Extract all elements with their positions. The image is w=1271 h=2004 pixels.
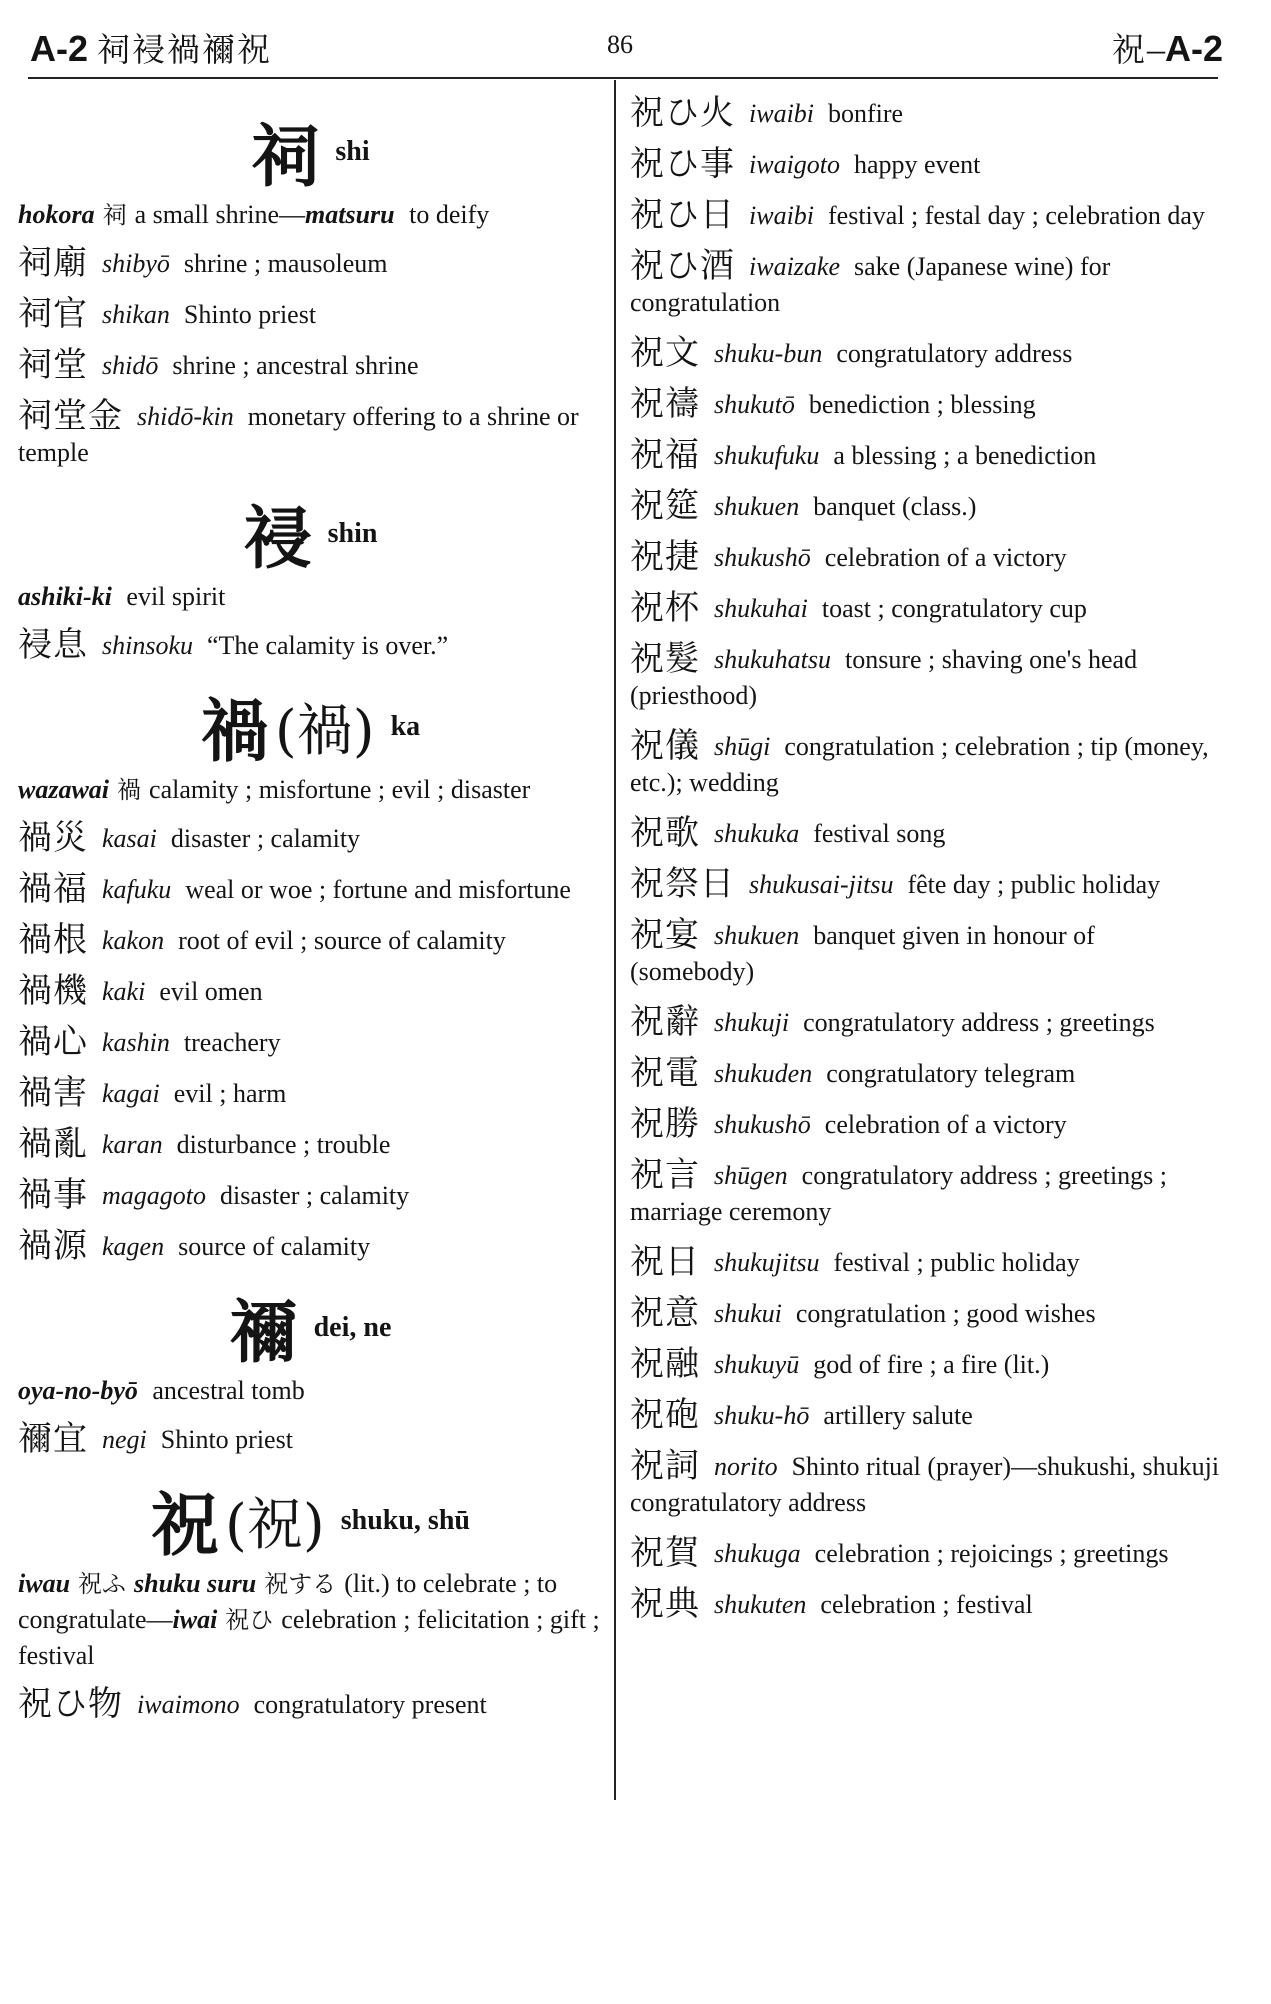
header-left-kanji: 祠祲禍禰祝 — [97, 30, 273, 69]
entry-reading: shukuden — [714, 1059, 813, 1088]
entry-headword: 禍心 — [18, 1022, 88, 1062]
entry-reading: shidō — [102, 351, 159, 380]
dictionary-entry — [18, 1075, 603, 1112]
entry-reading: shukufuku — [714, 441, 820, 470]
entry-headword: 祝言 — [630, 1155, 700, 1195]
entry-headword: 祝福 — [630, 435, 700, 475]
entry-reading: iwaibi — [749, 99, 815, 128]
header-right-code: A-2 — [1164, 28, 1223, 69]
entry-headword: 祝電 — [630, 1053, 700, 1093]
kun-reading: iwau — [18, 1569, 71, 1598]
header-left — [30, 24, 272, 71]
entry-reading: shukuji — [714, 1008, 790, 1037]
entry-headword: 祝捷 — [630, 537, 700, 577]
kun-meaning: calamity ; misfortune ; evil ; disaster — [149, 775, 531, 804]
entry-reading: kagen — [102, 1232, 165, 1261]
entry-headword: 祝筵 — [630, 486, 700, 526]
entry-headword: 祝ひ酒 — [630, 246, 735, 286]
kanji-heading-shi — [18, 103, 603, 197]
entry-definition: Shinto priest — [183, 300, 317, 329]
dictionary-entry — [630, 1535, 1222, 1572]
header-right-kanji: 祝 — [1111, 30, 1147, 69]
header-rule — [28, 77, 1218, 79]
entry-reading: shuku-bun — [714, 339, 823, 368]
entry-headword: 祝祭日 — [630, 864, 735, 904]
entry-reading: iwaigoto — [749, 150, 841, 179]
heading-romaji: ka — [390, 710, 421, 742]
entry-reading: shikan — [102, 300, 170, 329]
entry-headword: 禍事 — [18, 1175, 88, 1215]
dictionary-entry — [18, 820, 603, 857]
entry-reading: shukutō — [714, 390, 795, 419]
entry-reading: shukuga — [714, 1539, 801, 1568]
entry-headword: 祠官 — [18, 294, 88, 334]
entry-list-shuku-left — [18, 1686, 603, 1723]
dictionary-entry — [630, 95, 1222, 132]
entry-definition: evil ; harm — [173, 1079, 287, 1108]
heading-kanji: 祠 — [251, 117, 320, 197]
entry-list-ka — [18, 820, 603, 1265]
on-kanji: 祝する — [264, 1570, 337, 1598]
entry-headword: 祝意 — [630, 1293, 700, 1333]
heading-kanji: 禰 — [229, 1293, 298, 1373]
entry-headword: 祝日 — [630, 1242, 700, 1282]
kun-reading-block — [18, 1566, 603, 1674]
dictionary-entry — [18, 1421, 603, 1458]
heading-variant: (祝) — [225, 1492, 325, 1558]
entry-headword: 祠堂金 — [18, 396, 123, 436]
entry-reading: shukuhatsu — [714, 645, 831, 674]
dictionary-entry — [18, 922, 603, 959]
header-right-dash: – — [1146, 29, 1165, 69]
dictionary-entry — [630, 1295, 1222, 1332]
entry-list-shin — [18, 627, 603, 664]
entry-definition: disaster ; calamity — [170, 824, 361, 853]
right-column — [630, 95, 1222, 1637]
dictionary-entry — [18, 1228, 603, 1265]
dictionary-entry — [18, 1024, 603, 1061]
entry-headword: 祝宴 — [630, 915, 700, 955]
dictionary-entry — [630, 866, 1222, 903]
dictionary-entry — [630, 1586, 1222, 1623]
entry-headword: 祝歌 — [630, 813, 700, 853]
entry-definition: a blessing ; a benediction — [833, 441, 1097, 470]
dictionary-entry — [18, 245, 603, 282]
dictionary-entry — [630, 386, 1222, 423]
entry-headword: 祠廟 — [18, 243, 88, 283]
entry-definition: toast ; congratulatory cup — [821, 594, 1087, 623]
entry-headword: 祠堂 — [18, 345, 88, 385]
entry-definition: shrine ; mausoleum — [183, 249, 388, 278]
heading-kanji: 禍 — [200, 692, 269, 772]
kun-reading-block — [18, 197, 603, 233]
entry-definition: celebration of a victory — [824, 543, 1067, 572]
entry-headword: 祝辭 — [630, 1002, 700, 1042]
entry-definition: celebration ; festival — [820, 1590, 1033, 1619]
kun-meaning-2: to deify — [409, 200, 490, 229]
entry-definition: congratulatory telegram — [826, 1059, 1076, 1088]
entry-definition: congratulatory present — [253, 1690, 487, 1719]
kun-reading: wazawai — [18, 775, 110, 804]
kun-reading-2: matsuru — [305, 200, 395, 229]
left-column — [18, 95, 603, 1737]
entry-definition: Shinto ritual (prayer)—shukushi, shukuji congratulatory address — [630, 1452, 1220, 1517]
kanji-heading-ka — [18, 678, 603, 772]
entry-definition: Shinto priest — [160, 1425, 293, 1454]
dictionary-entry — [630, 641, 1222, 714]
entry-definition: tonsure ; shaving one's head (priesthood) — [630, 645, 1138, 710]
heading-romaji: shin — [327, 517, 378, 549]
dictionary-entry — [18, 1177, 603, 1214]
kun-kanji-2: 祝ひ — [225, 1606, 274, 1634]
entry-headword: 祝賀 — [630, 1533, 700, 1573]
dictionary-entry — [630, 146, 1222, 183]
kun-reading: ashiki-ki — [18, 582, 112, 611]
heading-romaji: dei, ne — [313, 1311, 392, 1343]
dictionary-entry — [18, 347, 603, 384]
entry-reading: kasai — [102, 824, 157, 853]
entry-reading: shukushō — [714, 1110, 811, 1139]
entry-definition: congratulation ; celebration ; tip (money, etc.); wedding — [630, 732, 1209, 797]
dictionary-entry — [18, 398, 603, 471]
dictionary-entry — [630, 197, 1222, 234]
entry-reading: shukuten — [714, 1590, 807, 1619]
dictionary-entry — [630, 1106, 1222, 1143]
entry-definition: celebration of a victory — [824, 1110, 1067, 1139]
kun-meaning: a small shrine— — [134, 200, 305, 229]
dictionary-entry — [630, 437, 1222, 474]
dictionary-entry — [630, 1157, 1222, 1230]
entry-definition: treachery — [183, 1028, 281, 1057]
entry-definition: congratulation ; good wishes — [795, 1299, 1096, 1328]
dictionary-entry — [630, 335, 1222, 372]
entry-definition: shrine ; ancestral shrine — [172, 351, 419, 380]
entry-headword: 祝ひ火 — [630, 93, 735, 133]
kun-reading-2: iwai — [172, 1605, 218, 1634]
header-right — [1112, 24, 1223, 71]
entry-reading: shukuyū — [714, 1350, 800, 1379]
entry-headword: 祝典 — [630, 1584, 700, 1624]
entry-definition: source of calamity — [178, 1232, 371, 1261]
dictionary-entry — [630, 539, 1222, 576]
entry-definition: weal or woe ; fortune and misfortune — [185, 875, 571, 904]
entry-reading: magagoto — [102, 1181, 206, 1210]
entry-headword: 禍源 — [18, 1226, 88, 1266]
entry-definition: monetary offering to a shrine or temple — [18, 402, 579, 467]
entry-definition: bonfire — [828, 99, 904, 128]
entry-headword: 祝勝 — [630, 1104, 700, 1144]
entry-headword: 禍害 — [18, 1073, 88, 1113]
entry-reading: karan — [102, 1130, 163, 1159]
column-divider — [614, 80, 616, 1800]
entry-reading: negi — [102, 1425, 147, 1454]
entry-definition: “The calamity is over.” — [207, 631, 449, 660]
dictionary-entry — [18, 1126, 603, 1163]
entry-reading: shukushō — [714, 543, 811, 572]
entry-headword: 祝髮 — [630, 639, 700, 679]
dictionary-entry — [630, 1004, 1222, 1041]
entry-definition: congratulatory address — [836, 339, 1073, 368]
entry-reading: shinsoku — [102, 631, 193, 660]
entry-definition: festival ; festal day ; celebration day — [828, 201, 1205, 230]
entry-headword: 祝詞 — [630, 1446, 700, 1486]
entry-headword: 祝砲 — [630, 1395, 700, 1435]
heading-kanji: 祲 — [243, 499, 312, 579]
entry-reading: norito — [714, 1452, 778, 1481]
entry-definition: sake (Japanese wine) for congratulation — [630, 252, 1111, 317]
entry-definition: fête day ; public holiday — [907, 870, 1161, 899]
entry-headword: 禍亂 — [18, 1124, 88, 1164]
dictionary-entry — [630, 728, 1222, 801]
entry-headword: 祝ひ日 — [630, 195, 735, 235]
entry-reading: shūgi — [714, 732, 771, 761]
entry-definition: happy event — [854, 150, 981, 179]
entry-reading: kafuku — [102, 875, 172, 904]
entry-definition: disturbance ; trouble — [176, 1130, 391, 1159]
entry-definition: artillery salute — [823, 1401, 973, 1430]
dictionary-entry — [18, 871, 603, 908]
entry-reading: iwaizake — [749, 252, 840, 281]
kun-reading-block — [18, 772, 603, 808]
kun-meaning: evil spirit — [126, 582, 226, 611]
dictionary-entry — [630, 1448, 1222, 1521]
entry-reading: shukuhai — [714, 594, 808, 623]
entry-reading: shukuen — [714, 492, 800, 521]
dictionary-entry — [630, 815, 1222, 852]
dictionary-entry — [630, 917, 1222, 990]
entry-reading: kakon — [102, 926, 165, 955]
heading-romaji: shuku, shū — [340, 1504, 470, 1536]
dictionary-entry — [630, 1397, 1222, 1434]
entry-reading: shukuka — [714, 819, 800, 848]
entry-headword: 祝杯 — [630, 588, 700, 628]
entry-headword: 禰宜 — [18, 1419, 88, 1459]
entry-definition: banquet (class.) — [813, 492, 977, 521]
entry-definition: festival ; public holiday — [833, 1248, 1080, 1277]
entry-headword: 祝文 — [630, 333, 700, 373]
entry-reading: shibyō — [102, 249, 170, 278]
heading-kanji: 祝 — [151, 1486, 220, 1566]
entry-headword: 祝儀 — [630, 726, 700, 766]
entry-definition: congratulatory address ; greetings ; marriage ceremony — [630, 1161, 1168, 1226]
entry-definition: evil omen — [159, 977, 263, 1006]
entry-reading: kagai — [102, 1079, 160, 1108]
entry-definition: celebration ; rejoicings ; greetings — [814, 1539, 1169, 1568]
dictionary-entry — [630, 488, 1222, 525]
entry-reading: iwaibi — [749, 201, 815, 230]
dictionary-entry — [18, 1686, 603, 1723]
kanji-heading-dei — [18, 1279, 603, 1373]
kun-reading-block — [18, 579, 603, 615]
entry-reading: kashin — [102, 1028, 170, 1057]
dictionary-entry — [630, 1055, 1222, 1092]
entry-list-shi — [18, 245, 603, 471]
entry-headword: 禍機 — [18, 971, 88, 1011]
kun-reading: oya-no-byō — [18, 1376, 138, 1405]
entry-list-dei — [18, 1421, 603, 1458]
kanji-heading-shuku — [18, 1472, 603, 1566]
entry-definition: benediction ; blessing — [808, 390, 1036, 419]
entry-headword: 禍根 — [18, 920, 88, 960]
heading-romaji: shi — [335, 135, 370, 167]
dictionary-entry — [18, 296, 603, 333]
heading-variant: (禍) — [274, 698, 375, 764]
entry-definition: banquet given in honour of (somebody) — [630, 921, 1095, 986]
entry-definition: congratulatory address ; greetings — [803, 1008, 1155, 1037]
entry-headword: 祝ひ事 — [630, 144, 735, 184]
on-reading: shuku suru — [134, 1569, 257, 1598]
kun-meaning: (lit.) to celebrate ; to congratulate— — [18, 1569, 558, 1634]
entry-definition: root of evil ; source of calamity — [178, 926, 506, 955]
entry-reading: shuku-hō — [714, 1401, 810, 1430]
entry-headword: 禍福 — [18, 869, 88, 909]
entry-headword: 祝禱 — [630, 384, 700, 424]
kanji-heading-shin — [18, 485, 603, 579]
entry-headword: 祲息 — [18, 625, 88, 665]
dictionary-entry — [18, 973, 603, 1010]
entry-reading: iwaimono — [137, 1690, 240, 1719]
entry-reading: shukusai-jitsu — [749, 870, 894, 899]
entry-headword: 祝ひ物 — [18, 1684, 123, 1724]
dictionary-entry — [630, 1244, 1222, 1281]
entry-reading: shidō-kin — [137, 402, 234, 431]
entry-reading: shukui — [714, 1299, 782, 1328]
kun-reading-block — [18, 1373, 603, 1409]
dictionary-entry — [18, 627, 603, 664]
dictionary-entry — [630, 1346, 1222, 1383]
dictionary-entry — [630, 248, 1222, 321]
kun-reading: hokora — [18, 200, 95, 229]
entry-reading: shukuen — [714, 921, 800, 950]
kun-meaning-2: celebration ; felicitation ; gift ; festival — [18, 1605, 600, 1670]
kun-kanji: 禍 — [117, 776, 142, 804]
kun-meaning: ancestral tomb — [152, 1376, 305, 1405]
entry-headword: 禍災 — [18, 818, 88, 858]
page-header — [0, 0, 1271, 80]
entry-headword: 祝融 — [630, 1344, 700, 1384]
entry-reading: shukujitsu — [714, 1248, 820, 1277]
dictionary-entry — [630, 590, 1222, 627]
entry-definition: disaster ; calamity — [220, 1181, 410, 1210]
entry-reading: kaki — [102, 977, 146, 1006]
entry-definition: god of fire ; a fire (lit.) — [813, 1350, 1050, 1379]
entry-definition: festival song — [813, 819, 946, 848]
kun-kanji: 祠 — [102, 201, 127, 229]
header-left-code: A-2 — [30, 28, 89, 69]
entry-reading: shūgen — [714, 1161, 788, 1190]
kun-kanji: 祝ふ — [78, 1570, 127, 1598]
page-number: 86 — [607, 30, 633, 59]
